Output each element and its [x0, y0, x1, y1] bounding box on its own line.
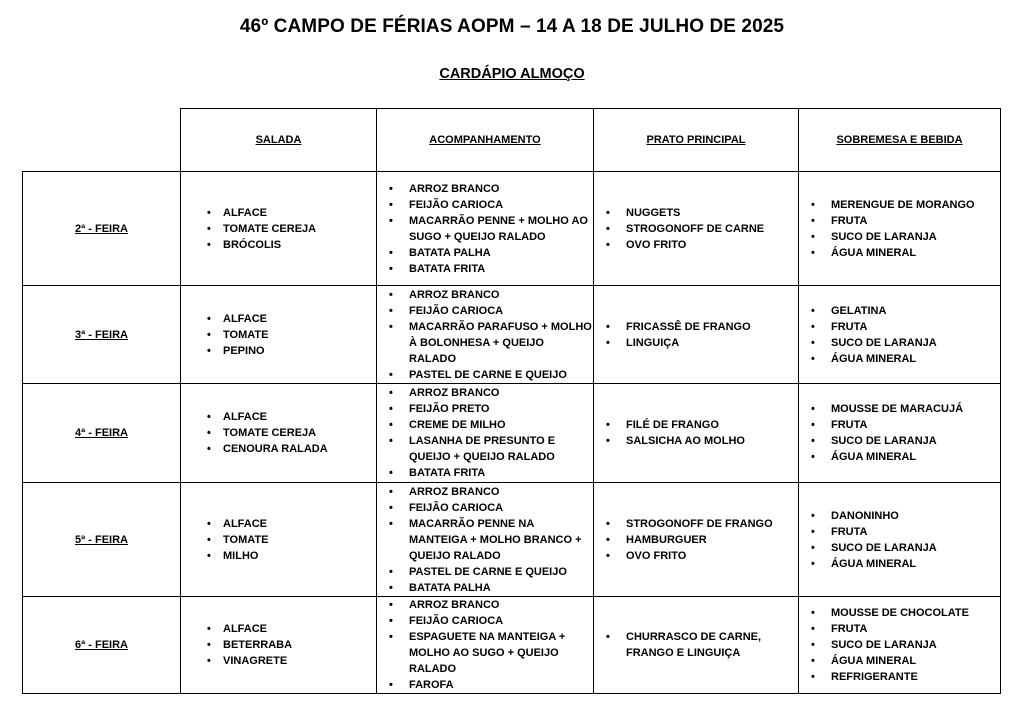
day-label: 2ª - FEIRA	[23, 172, 181, 286]
salada-cell	[181, 597, 377, 694]
list-item: • FRUTA	[811, 417, 1000, 433]
salada-cell	[181, 286, 377, 384]
item-list	[594, 516, 798, 564]
list-item: • PASTEL DE CARNE E QUEIJO	[389, 564, 593, 580]
salada-cell	[181, 384, 377, 483]
item-list	[181, 621, 376, 669]
day-label: 4ª - FEIRA	[23, 384, 181, 483]
list-item: • STROGONOFF DE FRANGO	[606, 516, 798, 532]
prato-principal-cell	[594, 597, 799, 694]
item-list	[799, 401, 1000, 465]
acompanhamento-cell	[377, 384, 594, 483]
list-item: • SUCO DE LARANJA	[811, 433, 1000, 449]
list-item: • SUCO DE LARANJA	[811, 335, 1000, 351]
list-item: • VINAGRETE	[207, 653, 376, 669]
item-list	[377, 385, 593, 481]
sobremesa-bebida-cell	[799, 286, 1001, 384]
acompanhamento-cell	[377, 597, 594, 694]
corner-cell	[23, 109, 181, 172]
list-item: • PEPINO	[207, 343, 376, 359]
list-item: • ÁGUA MINERAL	[811, 351, 1000, 367]
list-item: • MERENGUE DE MORANGO	[811, 197, 1000, 213]
list-item: • ESPAGUETE NA MANTEIGA + MOLHO AO SUGO + QUEIJO RALADO	[389, 629, 593, 677]
day-label: 6ª - FEIRA	[23, 597, 181, 694]
list-item: • OVO FRITO	[606, 548, 798, 564]
table-row	[23, 172, 1001, 286]
list-item: • ALFACE	[207, 205, 376, 221]
list-item: • FRUTA	[811, 319, 1000, 335]
list-item: • FAROFA	[389, 677, 593, 693]
lunch-menu-table	[22, 108, 1001, 694]
list-item: • ALFACE	[207, 516, 376, 532]
list-item: • LINGUIÇA	[606, 335, 798, 351]
list-item: • FEIJÃO CARIOCA	[389, 197, 593, 213]
item-list	[377, 287, 593, 383]
list-item: • FEIJÃO CARIOCA	[389, 500, 593, 516]
list-item: • PASTEL DE CARNE E QUEIJO	[389, 367, 593, 383]
menu-subtitle: CARDÁPIO ALMOÇO	[439, 66, 585, 82]
day-label: 5ª - FEIRA	[23, 483, 181, 597]
sobremesa-bebida-cell	[799, 483, 1001, 597]
acompanhamento-cell	[377, 483, 594, 597]
list-item: • ARROZ BRANCO	[389, 287, 593, 303]
list-item: • MACARRÃO PARAFUSO + MOLHO À BOLONHESA + QUEIJO RALADO	[389, 319, 593, 367]
list-item: • BETERRABA	[207, 637, 376, 653]
list-item: • ALFACE	[207, 409, 376, 425]
list-item: • TOMATE CEREJA	[207, 221, 376, 237]
list-item: • HAMBURGUER	[606, 532, 798, 548]
list-item: • REFRIGERANTE	[811, 669, 1000, 685]
list-item: • MOUSSE DE CHOCOLATE	[811, 605, 1000, 621]
list-item: • GELATINA	[811, 303, 1000, 319]
item-list	[799, 197, 1000, 261]
list-item: • ARROZ BRANCO	[389, 181, 593, 197]
list-item: • STROGONOFF DE CARNE	[606, 221, 798, 237]
table-row	[23, 483, 1001, 597]
column-header-sobremesa-bebida: SOBREMESA E BEBIDA	[799, 109, 1001, 172]
table-row	[23, 597, 1001, 694]
list-item: • BATATA FRITA	[389, 261, 593, 277]
list-item: • ÁGUA MINERAL	[811, 653, 1000, 669]
list-item: • MILHO	[207, 548, 376, 564]
item-list	[181, 409, 376, 457]
table-row	[23, 286, 1001, 384]
item-list	[594, 417, 798, 449]
list-item: • TOMATE CEREJA	[207, 425, 376, 441]
list-item: • ARROZ BRANCO	[389, 484, 593, 500]
item-list	[377, 484, 593, 596]
acompanhamento-cell	[377, 286, 594, 384]
item-list	[799, 303, 1000, 367]
item-list	[181, 311, 376, 359]
list-item: • CHURRASCO DE CARNE, FRANGO E LINGUIÇA	[606, 629, 798, 661]
list-item: • FRUTA	[811, 621, 1000, 637]
list-item: • BATATA PALHA	[389, 245, 593, 261]
prato-principal-cell	[594, 172, 799, 286]
sobremesa-bebida-cell	[799, 597, 1001, 694]
list-item: • SUCO DE LARANJA	[811, 637, 1000, 653]
list-item: • BRÓCOLIS	[207, 237, 376, 253]
item-list	[799, 508, 1000, 572]
list-item: • SUCO DE LARANJA	[811, 229, 1000, 245]
list-item: • BATATA PALHA	[389, 580, 593, 596]
list-item: • BATATA FRITA	[389, 465, 593, 481]
acompanhamento-cell	[377, 172, 594, 286]
list-item: • ALFACE	[207, 311, 376, 327]
list-item: • SALSICHA AO MOLHO	[606, 433, 798, 449]
list-item: • FRICASSÊ DE FRANGO	[606, 319, 798, 335]
list-item: • ARROZ BRANCO	[389, 385, 593, 401]
list-item: • FEIJÃO CARIOCA	[389, 303, 593, 319]
item-list	[594, 205, 798, 253]
table-row	[23, 384, 1001, 483]
list-item: • NUGGETS	[606, 205, 798, 221]
list-item: • TOMATE	[207, 327, 376, 343]
list-item: • TOMATE	[207, 532, 376, 548]
item-list	[799, 605, 1000, 685]
list-item: • FRUTA	[811, 213, 1000, 229]
list-item: • ALFACE	[207, 621, 376, 637]
list-item: • ÁGUA MINERAL	[811, 556, 1000, 572]
list-item: • LASANHA DE PRESUNTO E QUEIJO + QUEIJO RALADO	[389, 433, 593, 465]
header-row	[23, 109, 1001, 172]
list-item: • CREME DE MILHO	[389, 417, 593, 433]
prato-principal-cell	[594, 483, 799, 597]
column-header-salada: SALADA	[181, 109, 377, 172]
list-item: • MACARRÃO PENNE NA MANTEIGA + MOLHO BRANCO + QUEIJO RALADO	[389, 516, 593, 564]
item-list	[181, 516, 376, 564]
sobremesa-bebida-cell	[799, 172, 1001, 286]
item-list	[377, 597, 593, 693]
list-item: • ÁGUA MINERAL	[811, 245, 1000, 261]
salada-cell	[181, 172, 377, 286]
list-item: • CENOURA RALADA	[207, 441, 376, 457]
list-item: • ÁGUA MINERAL	[811, 449, 1000, 465]
item-list	[594, 319, 798, 351]
list-item: • FRUTA	[811, 524, 1000, 540]
item-list	[181, 205, 376, 253]
prato-principal-cell	[594, 286, 799, 384]
list-item: • MACARRÃO PENNE + MOLHO AO SUGO + QUEIJO RALADO	[389, 213, 593, 245]
page-title: 46º CAMPO DE FÉRIAS AOPM – 14 A 18 DE JULHO DE 2025	[239, 16, 785, 37]
list-item: • SUCO DE LARANJA	[811, 540, 1000, 556]
list-item: • FEIJÃO CARIOCA	[389, 613, 593, 629]
list-item: • ARROZ BRANCO	[389, 597, 593, 613]
list-item: • OVO FRITO	[606, 237, 798, 253]
salada-cell	[181, 483, 377, 597]
column-header-acompanhamento: ACOMPANHAMENTO	[377, 109, 594, 172]
list-item: • FEIJÃO PRETO	[389, 401, 593, 417]
column-header-prato-principal: PRATO PRINCIPAL	[594, 109, 799, 172]
item-list	[377, 181, 593, 277]
item-list	[594, 629, 798, 661]
list-item: • MOUSSE DE MARACUJÁ	[811, 401, 1000, 417]
day-label: 3ª - FEIRA	[23, 286, 181, 384]
list-item: • FILÉ DE FRANGO	[606, 417, 798, 433]
prato-principal-cell	[594, 384, 799, 483]
list-item: • DANONINHO	[811, 508, 1000, 524]
sobremesa-bebida-cell	[799, 384, 1001, 483]
